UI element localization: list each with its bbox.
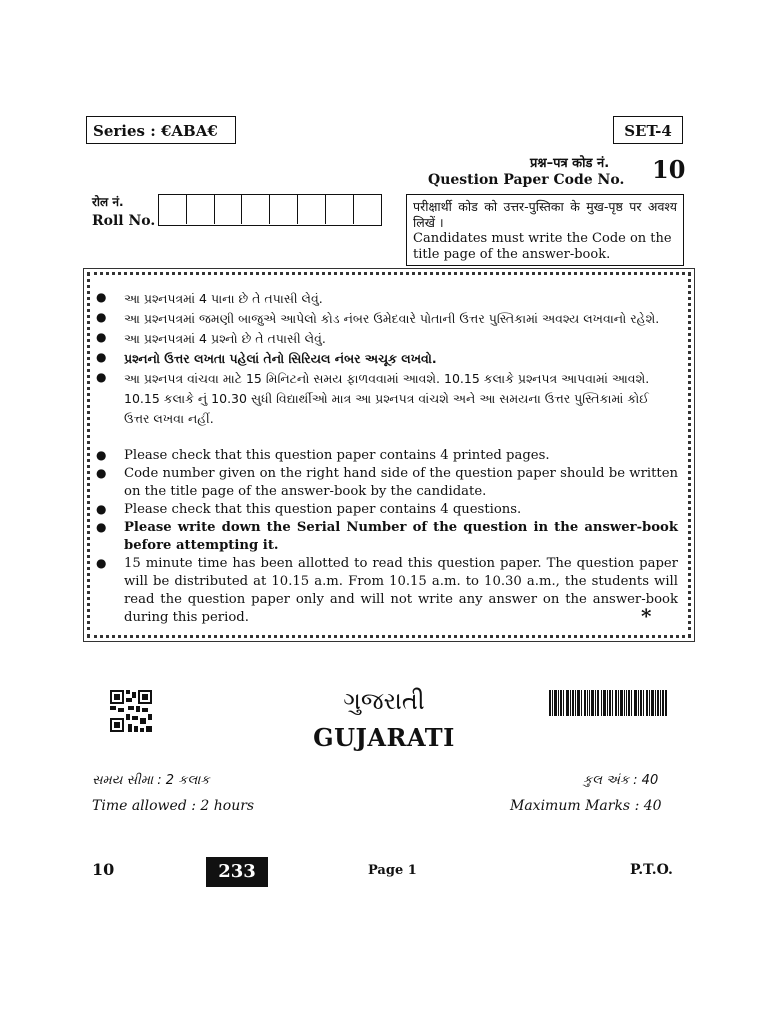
roll-number-cell[interactable] bbox=[215, 195, 243, 224]
page-number: Page 1 bbox=[368, 863, 417, 878]
maximum-marks-english: Maximum Marks : 40 bbox=[510, 798, 662, 814]
set-label: SET-4 bbox=[613, 116, 683, 144]
instruction-item: ● Please check that this question paper contains 4 questions. bbox=[96, 502, 522, 517]
roll-number-cell[interactable] bbox=[326, 195, 354, 224]
code-notice-box bbox=[406, 194, 684, 266]
english-instructions bbox=[96, 447, 678, 627]
code-notice-hindi: परीक्षार्थी कोड को उत्तर-पुस्तिका के मुख-पृष्ठ पर अवश्य लिखें । bbox=[413, 199, 677, 230]
instruction-item: ● આ પ્રશ્નપત્ર વાંચવા માટે 15 મિનિટનો સમય ફાળવવામાં આવશે. 10.15 કલાકે પ્રશ્નપત્ર આપવામાં આવશે. 10.15 કલાકે નું 10.30 સુધી વિદ્યાર્થીઓ માત્ર આ પ્રશ્નપત્ર વાંચશે અને આ સમયના ઉત્તર પુસ્તિકામાં કોઈ ઉત્તર લખવા નહીં. bbox=[96, 370, 650, 426]
roll-number-cell[interactable] bbox=[354, 195, 382, 224]
bullet-icon: ● bbox=[96, 330, 107, 344]
instruction-item: ● Please write down the Serial Number of the question in the answer-book before attempting it. bbox=[96, 520, 678, 553]
question-paper-code-value: 10 bbox=[652, 155, 686, 184]
roll-number-cell[interactable] bbox=[242, 195, 270, 224]
footer-number-box: 233 bbox=[206, 857, 268, 887]
time-allowed-gujarati: સમય સીમા : 2 કલાક bbox=[92, 773, 210, 788]
bullet-icon: ● bbox=[96, 350, 107, 364]
question-paper-code-hindi: प्रश्न–पत्र कोड नं. bbox=[530, 156, 610, 171]
roll-number-cell[interactable] bbox=[159, 195, 187, 224]
roll-number-cell[interactable] bbox=[298, 195, 326, 224]
gujarati-instructions bbox=[96, 289, 678, 429]
instruction-item: ● આ પ્રશ્નપત્રમાં જમણી બાજુએ આપેલો કોડ નંબર ઉમેદવારે પોતાની ઉત્તર પુસ્તિકામાં અવશ્ય લખવાનો રહેશે. bbox=[96, 310, 660, 326]
roll-number-hindi: रोल नं. bbox=[92, 195, 124, 209]
instruction-item: ● Code number given on the right hand side of the question paper should be written on the title page of the answer-book by the candidate. bbox=[96, 466, 678, 499]
roll-number-boxes[interactable] bbox=[158, 194, 382, 226]
code-notice-english: Candidates must write the Code on the title page of the answer-book. bbox=[413, 231, 672, 262]
instruction-item: ● Please check that this question paper contains 4 printed pages. bbox=[96, 448, 550, 463]
instruction-item: ● 15 minute time has been allotted to read this question paper. The question paper will be distributed at 10.15 a.m. From 10.15 a.m. to 10.30 a.m., the students will read the question paper only and will not write any answer on the answer-book during this period. bbox=[96, 556, 678, 625]
bullet-icon: ● bbox=[96, 556, 107, 570]
roll-number-label: Roll No. bbox=[92, 213, 156, 229]
instruction-item: ● પ્રશ્નનો ઉત્તર લખતા પહેલાં તેનો સિરિયલ નંબર અચૂક લખવો. bbox=[96, 350, 437, 366]
bullet-icon: ● bbox=[96, 310, 107, 324]
instructions-list bbox=[96, 289, 678, 627]
maximum-marks-gujarati: કુલ અંક : 40 bbox=[583, 773, 659, 788]
time-allowed-english: Time allowed : 2 hours bbox=[92, 798, 255, 814]
instruction-item: ● આ પ્રશ્નપત્રમાં 4 પાના છે તે તપાસી લેવું. bbox=[96, 290, 323, 306]
bullet-icon: ● bbox=[96, 448, 107, 462]
bullet-icon: ● bbox=[96, 290, 107, 304]
bullet-icon: ● bbox=[96, 466, 107, 480]
asterisk-mark: * bbox=[641, 604, 652, 628]
bullet-icon: ● bbox=[96, 370, 107, 384]
subject-title-english: GUJARATI bbox=[313, 723, 455, 752]
footer-code: 10 bbox=[92, 860, 115, 879]
bullet-icon: ● bbox=[96, 520, 107, 534]
bullet-icon: ● bbox=[96, 502, 107, 516]
subject-title-gujarati: ગુજરાતી bbox=[343, 687, 425, 715]
question-paper-code-label: Question Paper Code No. bbox=[428, 172, 625, 188]
roll-number-cell[interactable] bbox=[187, 195, 215, 224]
instruction-item: ● આ પ્રશ્નપત્રમાં 4 પ્રશ્નો છે તે તપાસી લેવું. bbox=[96, 330, 326, 346]
pto-label: P.T.O. bbox=[630, 862, 673, 878]
series-label: Series : €ABA€ bbox=[86, 116, 236, 144]
roll-number-cell[interactable] bbox=[270, 195, 298, 224]
